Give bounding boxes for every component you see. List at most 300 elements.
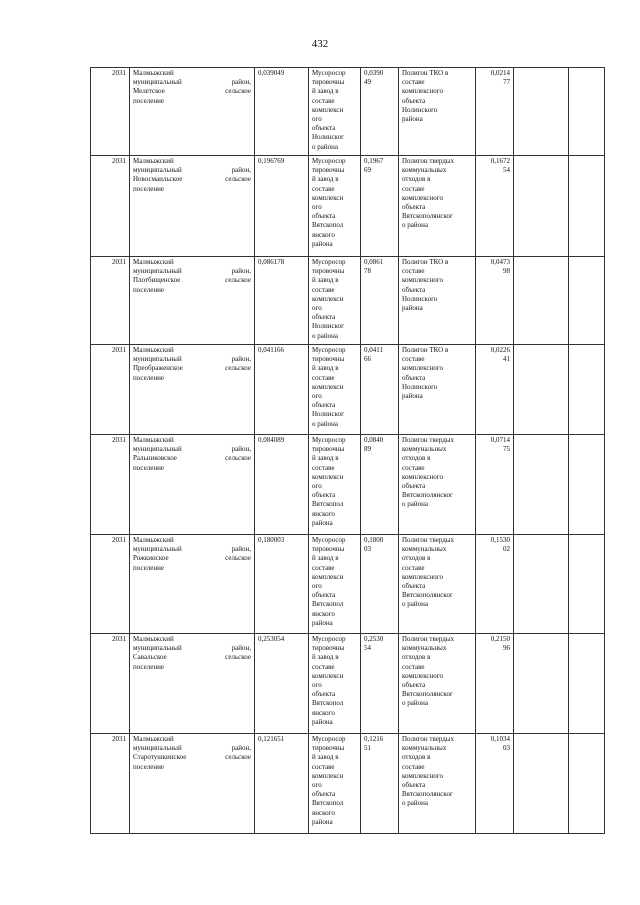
page-number: 432 [311,38,329,50]
destination-line: Вятскополянског [402,212,453,221]
destination-line: комплексного [402,87,443,96]
empty-cell [514,68,569,156]
value2-cell [361,634,399,734]
facility-line: района [312,817,333,826]
municipality-cell [130,68,255,156]
destination-cell [399,634,476,734]
facility-line: комплексн [312,472,344,481]
destination-line: объекта [402,482,426,491]
destination-cell [399,156,476,257]
destination-line: комплексного [402,364,443,373]
destination-line: коммунальных [402,545,447,554]
value2-cell [361,68,399,156]
destination-line: Вятскополянског [402,790,453,799]
municipality-type-suffix: район, [231,267,251,276]
facility-line: янского [312,808,335,817]
facility-line: Вятскопол [312,600,344,609]
facility-line: составе [312,96,335,105]
value2-line: 51 [364,744,371,753]
destination-line: Вятскополянског [402,690,453,699]
value1: 0,039049 [258,69,285,77]
empty-cell [569,734,605,834]
table-row [91,345,605,435]
destination-line: отходов в [402,753,431,762]
value3-line: 75 [503,445,510,454]
destination-line: объекта [402,203,426,212]
value1-cell [255,345,309,435]
settlement-type: сельское [225,653,251,662]
value2-cell [361,535,399,634]
value3-line: 96 [503,644,510,653]
municipality-cell [130,257,255,345]
destination-cell [399,68,476,156]
facility-line: района [312,518,333,527]
year: 2031 [112,69,126,77]
destination-line: района [402,115,423,124]
municipality-type: муниципальный [133,644,182,653]
facility-line: Вятскопол [312,221,344,230]
value3-line: 0,1034 [490,735,510,743]
facility-line: ого [312,781,322,790]
destination-cell [399,734,476,834]
settlement-name: Старотушкинское [133,753,187,762]
destination-line: комплексного [402,276,443,285]
value3-line: 0,2150 [490,635,510,643]
empty-cell [569,435,605,535]
settlement-type: сельское [225,454,251,463]
municipality-type-suffix: район, [231,545,251,554]
table-row [91,535,605,634]
facility-line: объекта [312,313,336,322]
facility-line: й завод в [312,753,339,762]
settlement-suffix: поселение [133,463,164,472]
settlement-suffix: поселение [133,563,164,572]
table-row [91,634,605,734]
destination-line: отходов в [402,454,431,463]
facility-line: составе [312,762,335,771]
value2-cell [361,345,399,435]
destination-line: коммунальных [402,644,447,653]
destination-line: объекта [402,96,426,105]
value1: 0,180003 [258,536,285,544]
municipality-type: муниципальный [133,545,182,554]
facility-line: объекта [312,790,336,799]
facility-line: тировочны [312,355,345,364]
facility-cell [309,345,361,435]
facility-line: ого [312,482,322,491]
value3-line: 0,1530 [490,536,510,544]
settlement-name: Мелетское [133,87,165,96]
value2-line: 89 [364,445,371,454]
municipality-cell [130,345,255,435]
destination-line: Полигон ТКО в [402,346,449,354]
destination-line: составе [402,78,425,87]
destination-line: о района [402,221,428,230]
destination-line: Полигон твердых [402,635,454,643]
municipality-type: муниципальный [133,744,182,753]
destination-cell [399,435,476,535]
empty-cell [514,156,569,257]
facility-line: тировочны [312,644,345,653]
value1: 0,121651 [258,735,285,743]
value2-line: 0,0840 [364,436,384,444]
waste-flow-table [90,67,605,834]
destination-line: района [402,304,423,313]
settlement-type: сельское [225,276,251,285]
value2-line: 54 [364,644,371,653]
value3-line: 0,1672 [490,157,510,165]
value2-line: 0,1216 [364,735,384,743]
empty-cell [569,257,605,345]
value3-line: 77 [503,78,510,87]
facility-line: Мусоросор [312,258,346,266]
municipality-district: Малмыжский [133,157,174,165]
facility-line: о района [312,419,338,428]
destination-line: о района [402,799,428,808]
destination-line: составе [402,355,425,364]
municipality-cell [130,435,255,535]
destination-line: о района [402,699,428,708]
value3-cell [476,435,514,535]
facility-line: объекта [312,401,336,410]
destination-cell [399,345,476,435]
municipality-district: Малмыжский [133,258,174,266]
value2-cell [361,257,399,345]
facility-line: тировочны [312,744,345,753]
destination-line: составе [402,662,425,671]
settlement-name: Плотбищенское [133,276,181,285]
facility-line: объекта [312,124,336,133]
destination-line: Полигон твердых [402,536,454,544]
municipality-type: муниципальный [133,267,182,276]
facility-line: комплексн [312,572,344,581]
destination-line: о района [402,500,428,509]
facility-cell [309,634,361,734]
municipality-district: Малмыжский [133,536,174,544]
facility-line: й завод в [312,554,339,563]
municipality-type-suffix: район, [231,355,251,364]
facility-line: Нолинског [312,133,344,142]
settlement-suffix: поселение [133,96,164,105]
value2-line: 0,1967 [364,157,384,165]
destination-line: составе [402,184,425,193]
facility-line: района [312,239,333,248]
facility-line: Мусоросор [312,635,346,643]
municipality-type: муниципальный [133,78,182,87]
facility-line: комплексн [312,294,344,303]
municipality-district: Малмыжский [133,346,174,354]
settlement-type: сельское [225,364,251,373]
value2-line: 0,1800 [364,536,384,544]
value2-line: 49 [364,78,371,87]
table-row [91,257,605,345]
facility-cell [309,435,361,535]
settlement-name: Ральниковское [133,454,177,463]
destination-line: объекта [402,681,426,690]
destination-line: Нолинского [402,382,438,391]
municipality-cell [130,535,255,634]
destination-line: комплексного [402,771,443,780]
facility-line: ого [312,304,322,313]
facility-line: Вятскопол [312,799,344,808]
municipality-type: муниципальный [133,166,182,175]
facility-line: янского [312,230,335,239]
municipality-type: муниципальный [133,355,182,364]
facility-line: й завод в [312,364,339,373]
value1: 0,253054 [258,635,285,643]
destination-line: объекта [402,582,426,591]
value2-line: 0,0861 [364,258,384,266]
facility-line: комплексн [312,193,344,202]
destination-line: Полигон ТКО в [402,69,449,77]
facility-line: комплексн [312,671,344,680]
facility-line: составе [312,184,335,193]
facility-line: янского [312,708,335,717]
value3-cell [476,68,514,156]
value3-line: 54 [503,166,510,175]
settlement-type: сельское [225,175,251,184]
year: 2031 [112,635,126,643]
value2-cell [361,156,399,257]
value2-line: 78 [364,267,371,276]
settlement-suffix: поселение [133,662,164,671]
year-cell [91,68,130,156]
facility-line: янского [312,509,335,518]
settlement-suffix: поселение [133,373,164,382]
destination-line: составе [402,762,425,771]
empty-cell [514,535,569,634]
value1-cell [255,535,309,634]
year: 2031 [112,258,126,266]
value3-line: 0,0214 [490,69,510,77]
facility-line: района [312,717,333,726]
empty-cell [514,734,569,834]
value2-line: 03 [364,545,371,554]
facility-line: составе [312,463,335,472]
settlement-name: Рожкинское [133,554,169,563]
year: 2031 [112,436,126,444]
table-row [91,734,605,834]
facility-line: Мусоросор [312,157,346,165]
settlement-suffix: поселение [133,285,164,294]
facility-line: составе [312,285,335,294]
value1-cell [255,156,309,257]
destination-line: отходов в [402,554,431,563]
facility-line: района [312,618,333,627]
destination-line: составе [402,563,425,572]
facility-line: й завод в [312,454,339,463]
facility-cell [309,535,361,634]
municipality-district: Малмыжский [133,436,174,444]
value3-line: 02 [503,545,510,554]
value3-line: 0,0473 [490,258,510,266]
empty-cell [569,535,605,634]
facility-line: объекта [312,690,336,699]
destination-line: Нолинского [402,294,438,303]
empty-cell [569,634,605,734]
destination-cell [399,257,476,345]
year-cell [91,435,130,535]
municipality-district: Малмыжский [133,735,174,743]
settlement-name: Новосмаильское [133,175,183,184]
value2-line: 0,0390 [364,69,384,77]
year-cell [91,634,130,734]
facility-line: Мусоросор [312,346,346,354]
value1-cell [255,435,309,535]
table-row [91,435,605,535]
empty-cell [514,345,569,435]
value3-line: 0,0714 [490,436,510,444]
empty-cell [569,68,605,156]
facility-line: объекта [312,491,336,500]
facility-line: о района [312,142,338,151]
value1-cell [255,734,309,834]
destination-line: комплексного [402,472,443,481]
facility-line: янского [312,609,335,618]
destination-line: объекта [402,373,426,382]
value1-cell [255,68,309,156]
facility-line: ого [312,582,322,591]
facility-line: Мусоросор [312,536,346,544]
destination-line: составе [402,463,425,472]
value3-line: 0,0226 [490,346,510,354]
destination-line: комплексного [402,193,443,202]
value3-line: 41 [503,355,510,364]
facility-line: Нолинског [312,410,344,419]
destination-line: Полигон твердых [402,735,454,743]
facility-line: Мусоросор [312,436,346,444]
value1: 0,041166 [258,346,284,354]
table-body [91,68,605,834]
destination-line: коммунальных [402,166,447,175]
value3-cell [476,634,514,734]
value2-line: 0,0411 [364,346,383,354]
facility-line: тировочны [312,78,345,87]
municipality-cell [130,634,255,734]
settlement-type: сельское [225,554,251,563]
municipality-cell [130,156,255,257]
facility-cell [309,257,361,345]
facility-line: о района [312,331,338,340]
facility-line: комплексн [312,105,344,114]
year: 2031 [112,536,126,544]
municipality-type-suffix: район, [231,78,251,87]
destination-line: Нолинского [402,105,438,114]
facility-line: составе [312,373,335,382]
year: 2031 [112,346,126,354]
empty-cell [514,257,569,345]
settlement-suffix: поселение [133,762,164,771]
facility-line: комплексн [312,382,344,391]
value3-cell [476,535,514,634]
facility-line: Вятскопол [312,699,344,708]
destination-line: отходов в [402,175,431,184]
municipality-type-suffix: район, [231,445,251,454]
year: 2031 [112,735,126,743]
settlement-suffix: поселение [133,184,164,193]
facility-line: комплексн [312,771,344,780]
value2-cell [361,435,399,535]
value2-line: 0,2530 [364,635,384,643]
destination-line: коммунальных [402,445,447,454]
year-cell [91,156,130,257]
settlement-type: сельское [225,753,251,762]
facility-line: объекта [312,212,336,221]
value2-line: 69 [364,166,371,175]
value3-cell [476,257,514,345]
year-cell [91,535,130,634]
empty-cell [514,435,569,535]
facility-line: Вятскопол [312,500,344,509]
settlement-name: Савальское [133,653,167,662]
facility-line: й завод в [312,653,339,662]
value1: 0,196769 [258,157,285,165]
facility-line: й завод в [312,175,339,184]
value3-cell [476,734,514,834]
municipality-district: Малмыжский [133,635,174,643]
value1-cell [255,634,309,734]
destination-line: района [402,392,423,401]
year: 2031 [112,157,126,165]
table-row [91,68,605,156]
facility-line: ого [312,392,322,401]
destination-line: коммунальных [402,744,447,753]
destination-line: составе [402,267,425,276]
facility-line: й завод в [312,87,339,96]
value1-cell [255,257,309,345]
settlement-type: сельское [225,87,251,96]
destination-line: отходов в [402,653,431,662]
value3-line: 03 [503,744,510,753]
facility-line: Мусоросор [312,69,346,77]
facility-line: тировочны [312,545,345,554]
facility-line: Мусоросор [312,735,346,743]
facility-line: ого [312,115,322,124]
value3-cell [476,345,514,435]
facility-line: ого [312,681,322,690]
table-row [91,156,605,257]
empty-cell [514,634,569,734]
municipality-type: муниципальный [133,445,182,454]
municipality-type-suffix: район, [231,644,251,653]
facility-line: тировочны [312,267,345,276]
facility-line: й завод в [312,276,339,285]
destination-line: о района [402,600,428,609]
municipality-type-suffix: район, [231,744,251,753]
facility-line: тировочны [312,445,345,454]
destination-cell [399,535,476,634]
empty-cell [569,156,605,257]
municipality-cell [130,734,255,834]
destination-line: Вятскополянског [402,591,453,600]
facility-line: составе [312,563,335,572]
destination-line: комплексного [402,572,443,581]
facility-line: Нолинског [312,322,344,331]
value3-cell [476,156,514,257]
destination-line: Вятскополянског [402,491,453,500]
destination-line: объекта [402,781,426,790]
facility-line: объекта [312,591,336,600]
destination-line: Полигон твердых [402,157,454,165]
facility-line: ого [312,203,322,212]
destination-line: объекта [402,285,426,294]
year-cell [91,345,130,435]
value1: 0,086178 [258,258,285,266]
year-cell [91,734,130,834]
destination-line: Полигон твердых [402,436,454,444]
value3-line: 98 [503,267,510,276]
municipality-type-suffix: район, [231,166,251,175]
